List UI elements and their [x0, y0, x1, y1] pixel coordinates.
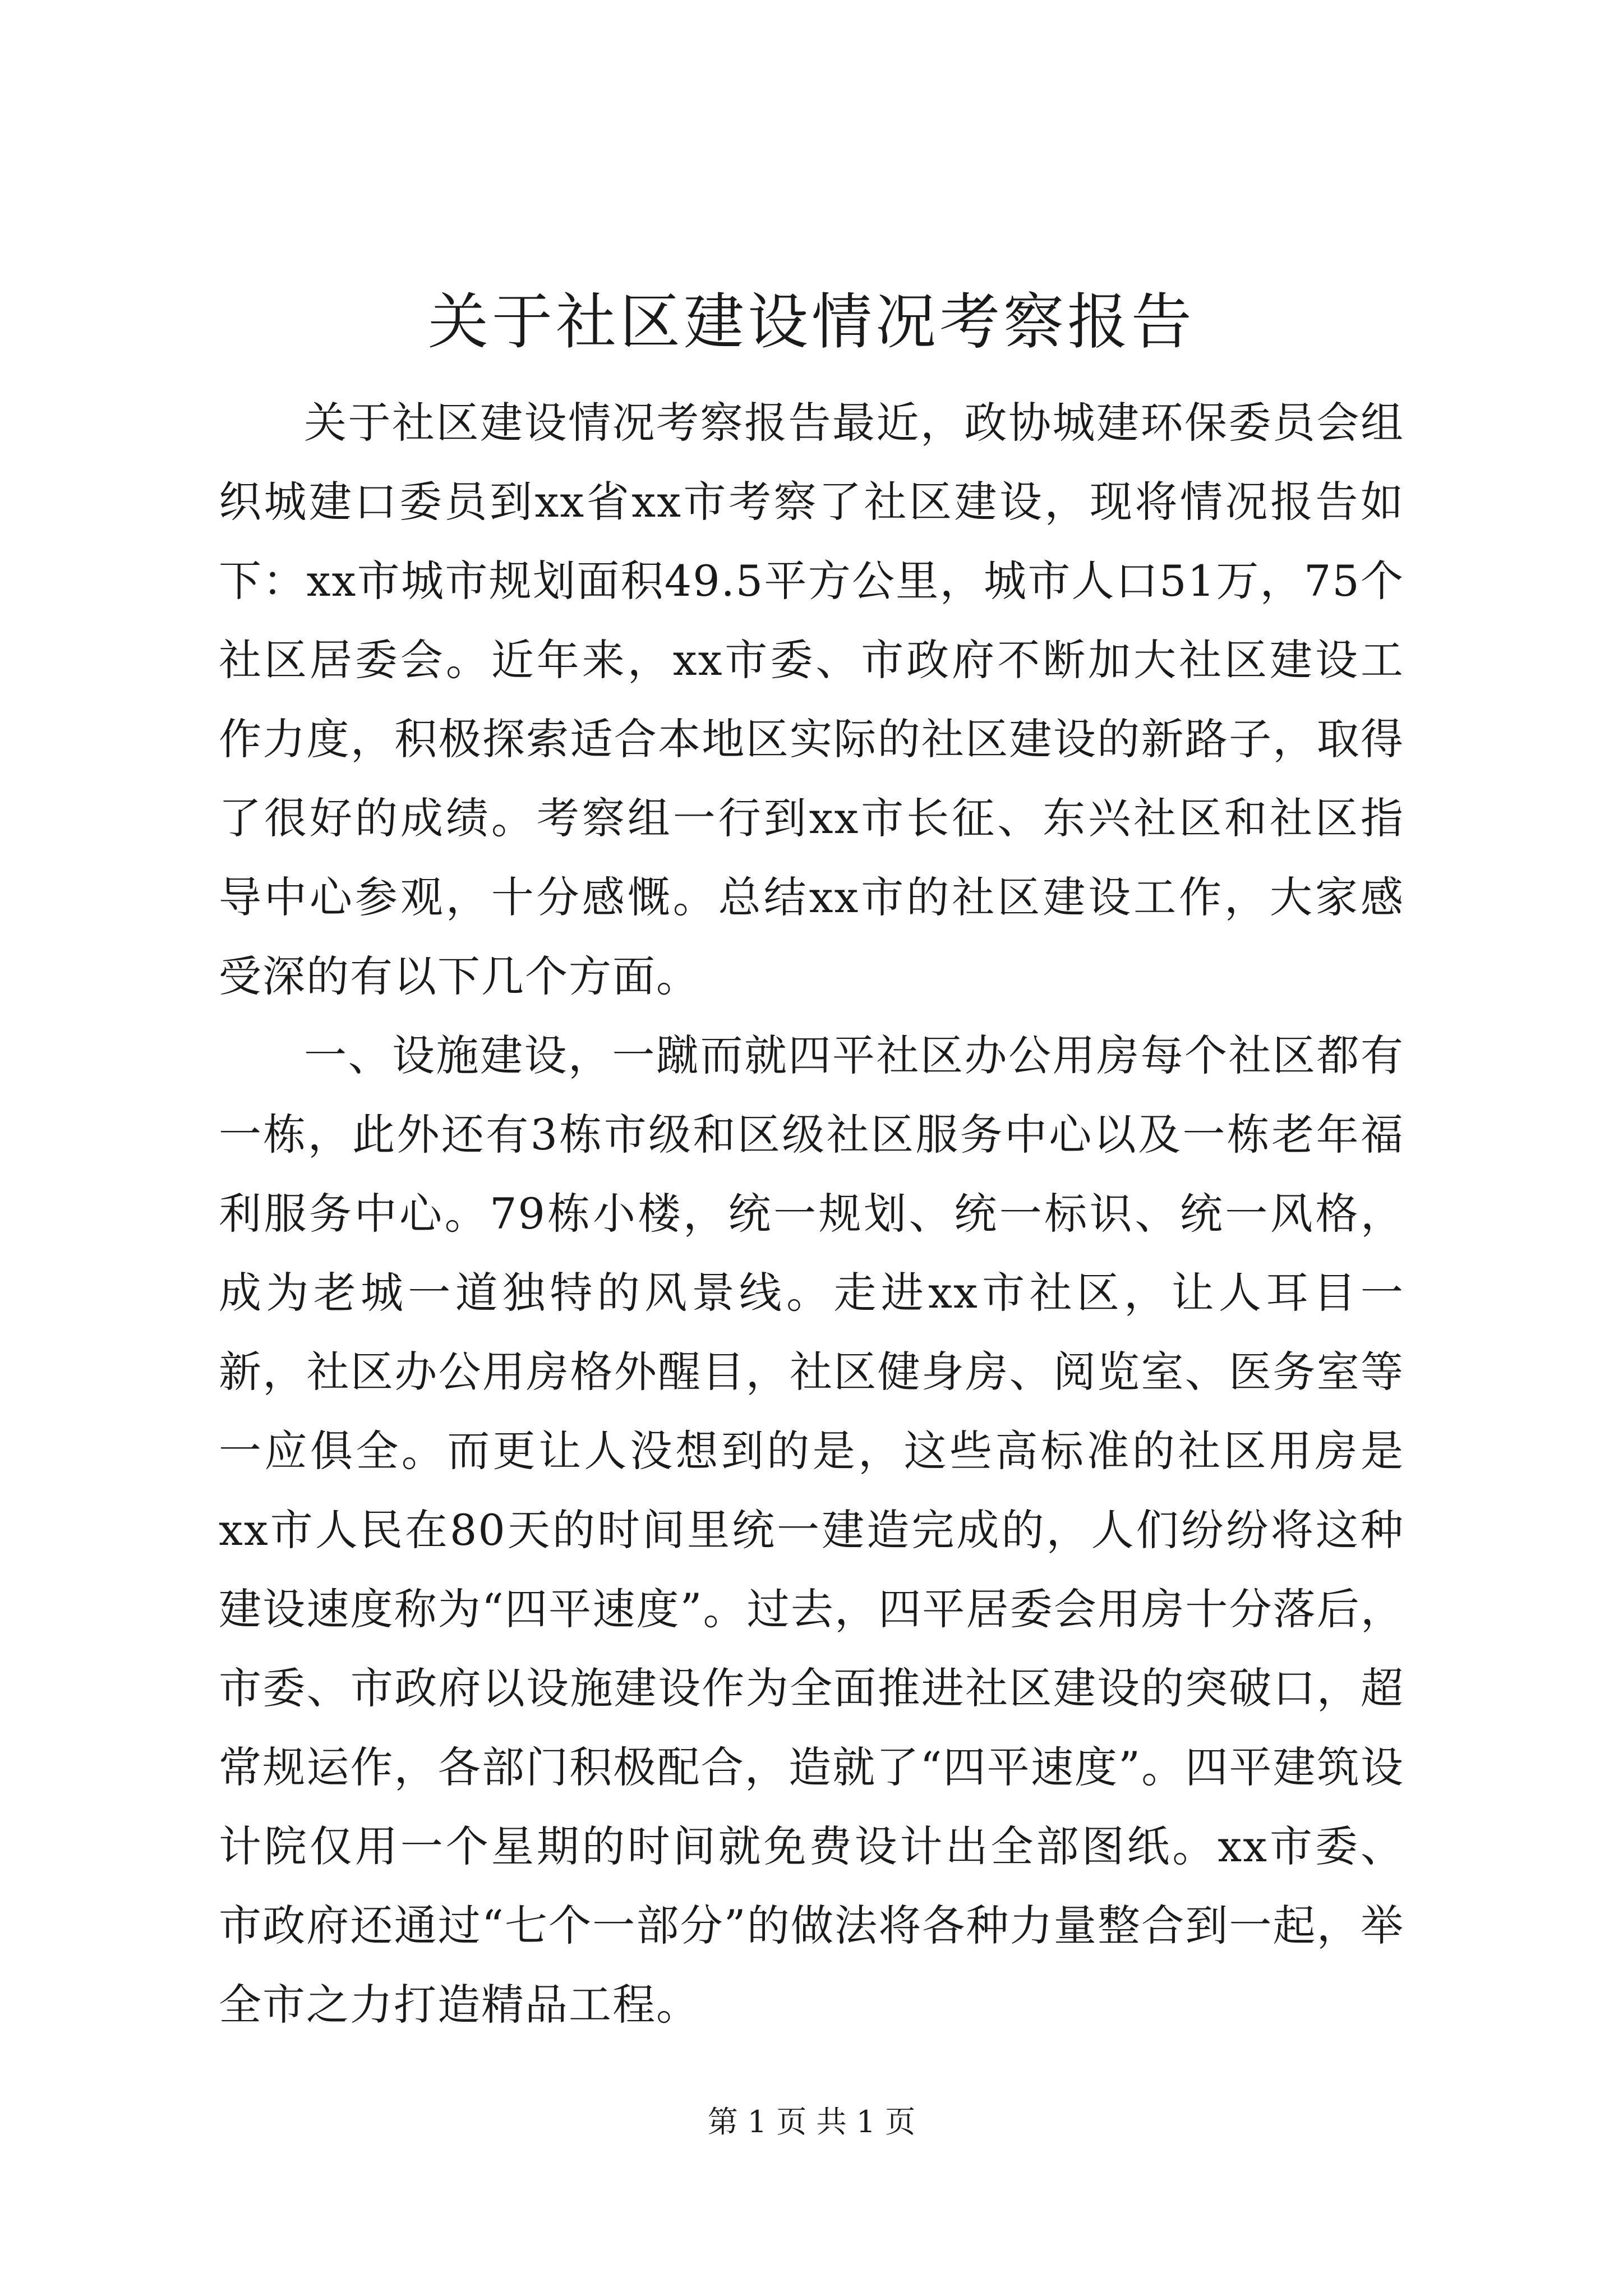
page-number-footer: 第 1 页 共 1 页	[707, 2104, 916, 2139]
paragraph-intro: 关于社区建设情况考察报告最近，政协城建环保委员会组织城建口委员到xx省xx市考察了社区建设，现将情况报告如下：xx市城市规划面积49.5平方公里，城市人口51万，75个社区居委会。近年来，xx市委、市政府不断加大社区建设工作力度，积极探索适合本地区实际的社区建设的新路子，取得了很好的成绩。考察组一行到xx市长征、东兴社区和社区指导中心参观，十分感慨。总结xx市的社区建设工作，大家感受深的有以下几个方面。	[219, 398, 1404, 1001]
paragraph-facility-construction: 一、设施建设，一蹴而就四平社区办公用房每个社区都有一栋，此外还有3栋市级和区级社区服务中心以及一栋老年福利服务中心。79栋小楼，统一规划、统一标识、统一风格，成为老城一道独特的风景线。走进xx市社区，让人耳目一新，社区办公用房格外醒目，社区健身房、阅览室、医务室等一应俱全。而更让人没想到的是，这些高标准的社区用房是xx市人民在80天的时间里统一建造完成的，人们纷纷将这种建设速度称为“四平速度”。过去，四平居委会用房十分落后，市委、市政府以设施建设作为全面推进社区建设的突破口，超常规运作，各部门积极配合，造就了“四平速度”。四平建筑设计院仅用一个星期的时间就免费设计出全部图纸。xx市委、市政府还通过“七个一部分”的做法将各种力量整合到一起，举全市之力打造精品工程。	[219, 1030, 1404, 2030]
document-title: 关于社区建设情况考察报告	[427, 287, 1195, 357]
document-body	[219, 383, 1404, 2044]
